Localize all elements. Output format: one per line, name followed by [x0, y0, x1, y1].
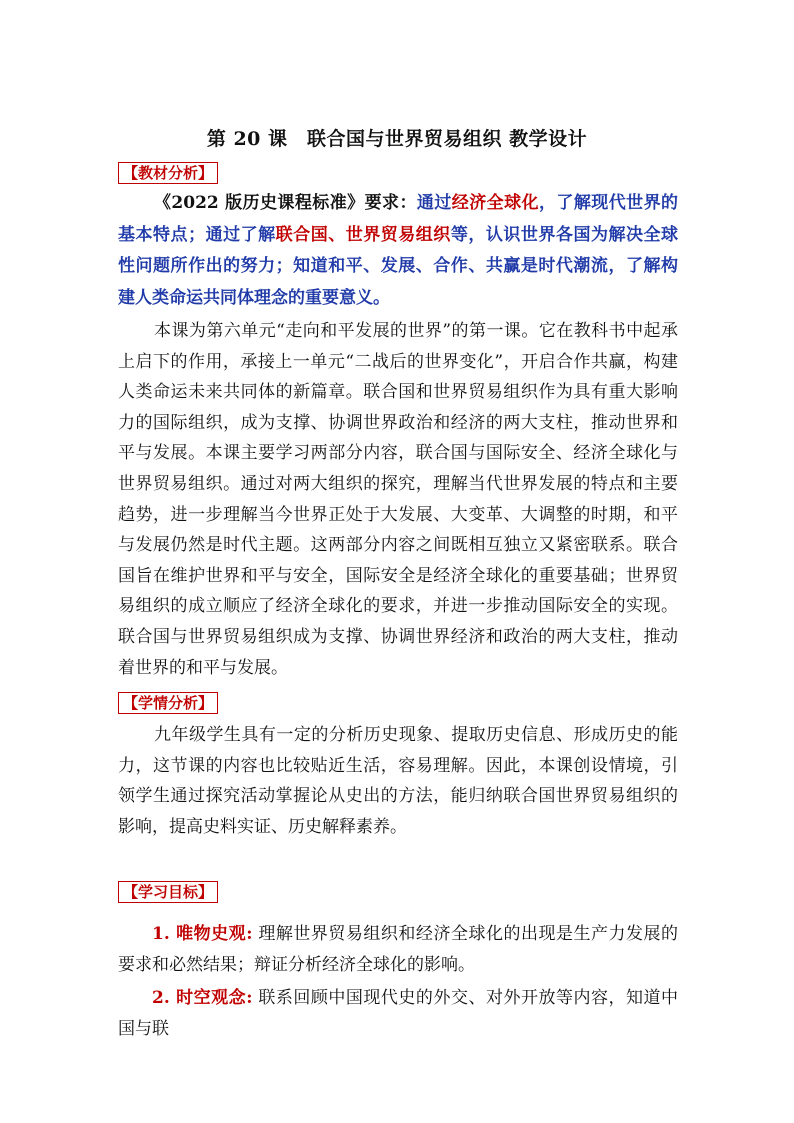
page-title: 第 20 课 联合国与世界贸易组织 教学设计 — [206, 128, 588, 150]
goal-label: 1. 唯物史观: — [152, 924, 253, 944]
goal-item — [118, 919, 678, 980]
standard-text: 通过 — [416, 193, 452, 213]
keyword-globalization: 经济全球化 — [451, 193, 539, 213]
goal-text: 理解世界贸易组织和经济全球化的出现是生产力发展的要求和必然结果；辩证分析经济全球化的影响。 — [118, 924, 679, 975]
standard-source: 《2022 版历史课程标准》要求： — [154, 193, 417, 213]
standard-text: ，了解现代世界的基本特点；通过了解 — [118, 193, 679, 245]
goal-item — [118, 983, 678, 1044]
goal-text: 联系回顾中国现代史的外交、对外开放等内容，知道中国与联 — [118, 988, 679, 1039]
section-tag-student-analysis: 【学情分析】 — [118, 692, 218, 714]
section-tag-textbook-analysis: 【教材分析】 — [118, 162, 218, 184]
keyword-organizations: 联合国、世界贸易组织 — [275, 224, 451, 245]
goal-label: 2. 时空观念: — [152, 988, 253, 1008]
textbook-analysis-body: 本课为第六单元“走向和平发展的世界”的第一课。它在教科书中起承上启下的作用，承接上一单元“二战后的世界变化”，开启合作共赢，构建人类命运未来共同体的新篇章。联合国和世界贸易组织作为具有重大影响力的国际组织，成为支撑、协调世界政治和经济的两大支柱，推动世界和平与发展。本课主要学习两部分内容，联合国与国际安全、经济全球化与世界贸易组织。通过对两大组织的探究，理解当代世界发展的特点和主要趋势，进一步理解当今世界正处于大发展、大变革、大调整的时期，和平与发展仍然是时代主题。这两部分内容之间既相互独立又紧密联系。联合国旨在维护世界和平与安全，国际安全是经济全球化的重要基础；世界贸易组织的成立顺应了经济全球化的要求，并进一步推动国际安全的实现。联合国与世界贸易组织成为支撑、协调世界经济和政治的两大支柱，推动着世界的和平与发展。 — [118, 321, 678, 678]
section-tag-learning-goals: 【学习目标】 — [118, 881, 218, 903]
standard-text: 等，认识世界各国为解决全球性问题所作出的努力；知道和平、发展、合作、共赢是时代潮流，了解构建人类命运共同体理念的重要意义。 — [118, 224, 679, 308]
student-analysis-body: 九年级学生具有一定的分析历史现象、提取历史信息、形成历史的能力，这节课的内容也比较贴近生活，容易理解。因此，本课创设情境，引领学生通过探究活动掌握论从史出的方法，能归纳联合国世界贸易组织的影响，提高史料实证、历史解释素养。 — [118, 725, 678, 837]
curriculum-standard-paragraph — [118, 188, 678, 314]
